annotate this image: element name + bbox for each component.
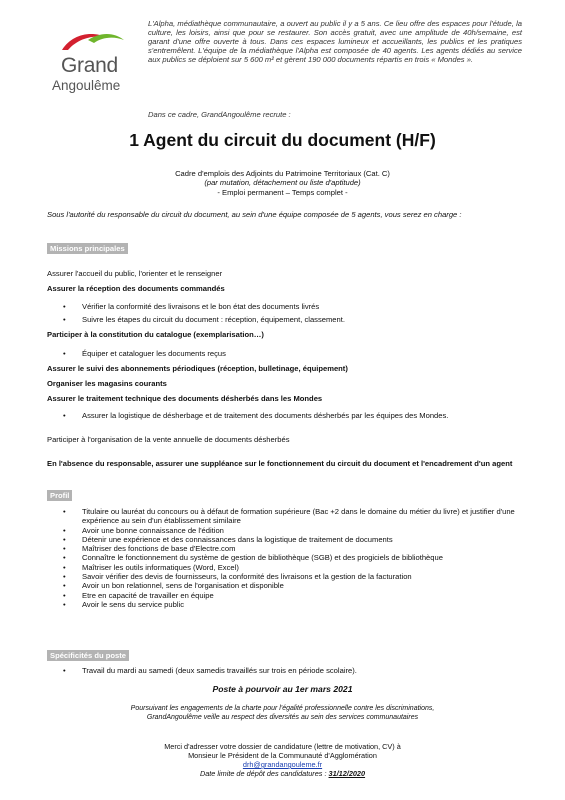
catalogue-list bbox=[0, 349, 517, 358]
list-item: • Avoir le sens du service public bbox=[63, 599, 185, 609]
mission-reception-title: Assurer la réception des documents commandés bbox=[47, 284, 225, 293]
contact-line-2: Monsieur le Président de la Communauté d'Agglomération bbox=[188, 751, 377, 760]
charte-text bbox=[0, 705, 565, 722]
mission-magasins: Organiser les magasins courants bbox=[47, 379, 167, 388]
poste-date: Poste à pourvoir au 1er mars 2021 bbox=[212, 684, 353, 694]
list-item: • Vérifier la conformité des livraisons et le bon état des documents livrés bbox=[63, 302, 320, 311]
mission-desherbes-title: Assurer le traitement technique des documents désherbés dans les Mondes bbox=[47, 394, 323, 403]
list-item: • Travail du mardi au samedi (deux samedis travaillés sur trois en période scolaire). bbox=[63, 666, 357, 675]
list-item: • Savoir vérifier des devis de fournisseurs, la conformité des livraisons et la gestion de la facturation bbox=[63, 572, 412, 582]
mission-catalogue-title: Participer à la constitution du catalogue (exemplarisation…) bbox=[47, 330, 264, 339]
logo-swoosh-icon bbox=[58, 28, 128, 52]
list-item: • Avoir un bon relationnel, sens de l'organisation et disponible bbox=[63, 581, 284, 591]
desherbes-list bbox=[0, 411, 517, 420]
charte-line-1: Poursuivant les engagements de la charte pour l'égalité professionnelle contre les discriminations, bbox=[130, 705, 435, 712]
cadre-line-1: Cadre d'emplois des Adjoints du Patrimoine Territoriaux (Cat. C) bbox=[175, 169, 390, 178]
list-item: • Suivre les étapes du circuit du document : réception, équipement, classement. bbox=[63, 315, 345, 325]
list-item: • Détenir une expérience et des connaissances dans la logistique de traitement de documents bbox=[63, 534, 393, 544]
list-item: • Titulaire ou lauréat du concours ou à défaut de formation supérieure (Bac +2 dans le domaine du métier du livre) et justifier d'une expérience au sein d'un établissement similaire bbox=[63, 507, 515, 526]
list-item: • Avoir une bonne connaissance de l'édition bbox=[63, 525, 224, 535]
list-item: • Etre en capacité de travailler en équipe bbox=[63, 590, 214, 600]
list-item: • Maîtriser des fonctions de base d'Electre.com bbox=[63, 544, 236, 554]
specificites-header: Spécificités du poste bbox=[47, 650, 129, 661]
list-item: • Connaître le fonctionnement du système de gestion de bibliothèque (SGB) et des progiciels de bibliothèque bbox=[63, 553, 443, 563]
mission-accueil: Assurer l'accueil du public, l'orienter et le renseigner bbox=[47, 269, 223, 278]
list-item: • Maîtriser les outils informatiques (Word, Excel) bbox=[63, 562, 239, 572]
sous-autorite-text: Sous l'autorité du responsable du circuit du document, au sein d'une équipe composée de 5 agents, vous serez en charge : bbox=[47, 210, 462, 219]
contact-block bbox=[0, 742, 565, 778]
date-limite bbox=[0, 769, 565, 778]
email-link[interactable]: drh@grandangouleme.fr bbox=[242, 760, 323, 769]
missions-header: Missions principales bbox=[47, 243, 128, 254]
date-label: Date limite de dépôt des candidatures : bbox=[199, 769, 327, 778]
intro-recrute: Dans ce cadre, GrandAngoulême recrute : bbox=[148, 110, 291, 119]
logo-line-2: Angoulême bbox=[52, 78, 121, 93]
mission-vente: Participer à l'organisation de la vente annuelle de documents désherbés bbox=[47, 435, 290, 444]
date-value: 31/12/2020 bbox=[328, 769, 366, 778]
grandangouleme-logo bbox=[48, 28, 138, 100]
page-title: 1 Agent du circuit du document (H/F) bbox=[129, 130, 436, 150]
contact-line-1: Merci d'adresser votre dossier de candidature (lettre de motivation, CV) à bbox=[164, 742, 401, 751]
mission-absence: En l'absence du responsable, assurer une suppléance sur le fonctionnement du circuit du document et l'encadrement d'un agent bbox=[47, 459, 513, 468]
list-item: • Assurer la logistique de désherbage et de traitement des documents désherbés par les équipes des Mondes. bbox=[63, 411, 449, 420]
intro-text: L'Alpha, médiathèque communautaire, a ouvert au public il y a 5 ans. Ce lieu offre des espaces pour l'étude, la culture, les loisirs, ainsi que pour se restaurer. Son accès gratuit, avec une amplitude de 40h/semaine, est garant d'une offre ouverte à tous. Dans ces espaces lumineux et accueillants, les publics et les pratiques s'entremêlent. L'équipe de la médiathèque l'Alpha est composée de 40 agents. Les agents dédiés au service aux publics se déploient sur 5 600 m² et gèrent 190 000 documents répartis en trois « Mondes ». bbox=[148, 19, 522, 65]
specificites-list bbox=[0, 666, 517, 675]
charte-line-2: GrandAngoulême veille au respect des diversités au sein des services communautaires bbox=[146, 713, 419, 721]
profil-list bbox=[0, 507, 517, 609]
cadre-line-2: (par mutation, détachement ou liste d'aptitude) bbox=[204, 178, 361, 188]
profil-header: Profil bbox=[47, 490, 72, 501]
logo-line-1: Grand bbox=[61, 54, 118, 77]
list-item: • Équiper et cataloguer les documents reçus bbox=[63, 349, 226, 358]
cadre-block bbox=[0, 169, 565, 197]
reception-list bbox=[0, 302, 517, 325]
cadre-line-3: - Emploi permanent – Temps complet - bbox=[217, 187, 348, 197]
mission-abonnements: Assurer le suivi des abonnements périodiques (réception, bulletinage, équipement) bbox=[47, 364, 348, 373]
